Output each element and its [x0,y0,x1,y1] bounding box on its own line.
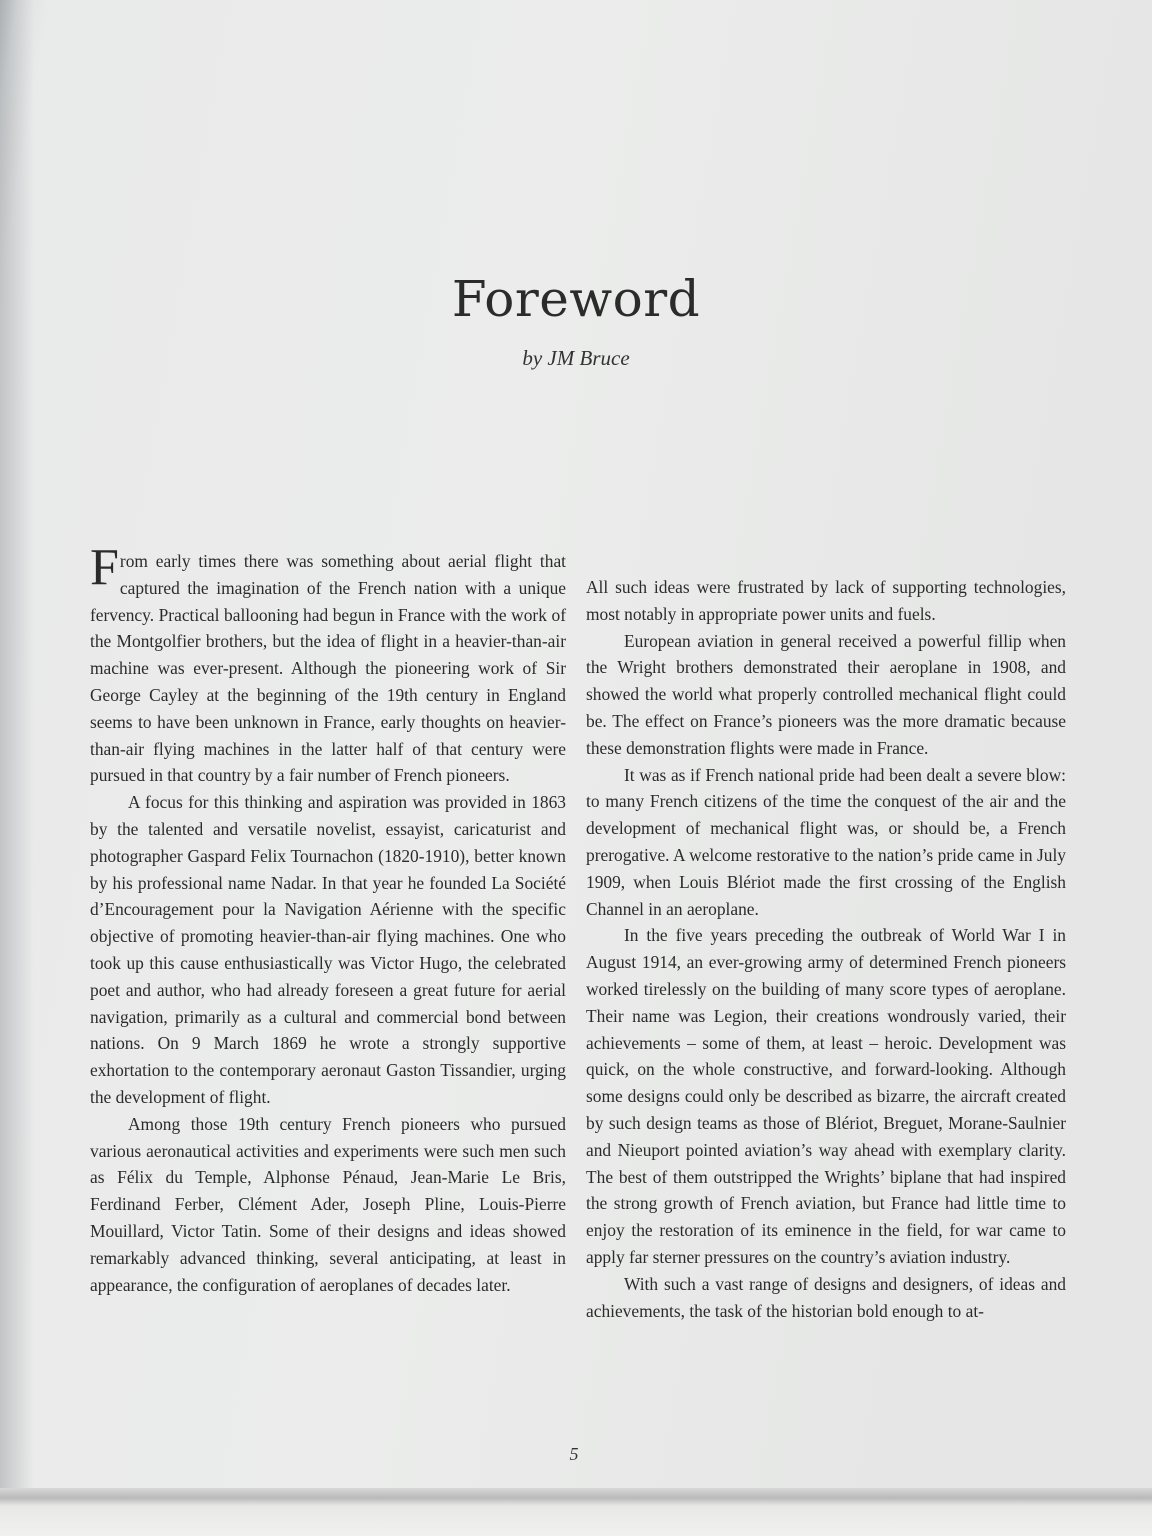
author-byline: by JM Bruce [522,346,630,370]
paragraph-7: In the five years preceding the outbreak of World War I in August 1914, an ever-growing army of determined French pioneers worked tirelessly on the building of many score types of aeroplane. Their name was Legion, their creations wondrously varied, their achievements – some of them, at least – heroic. Development was quick, on the whole constructive, and forward-looking. Although some designs could only be described as bizarre, the aircraft created by such design teams as those of Blériot, Breguet, Morane-Saulnier and Nieuport pointed aviation’s way ahead with exemplary clarity. The best of them outstripped the Wrights’ biplane that had inspired the strong growth of French aviation, but France had little time to enjoy the restoration of its eminence in the field, for war came to apply far sterner pressures on the country’s aviation industry. [586,925,1066,1267]
page-number: 5 [569,1444,579,1464]
paragraph-2: A focus for this thinking and aspiration was provided in 1863 by the talented and versatile novelist, essayist, caricaturist and photographer Gaspard Felix Tournachon (1820-1910), better known by his professional name Nadar. In that year he founded La Société d’Encouragement pour la Navigation Aérienne with the specific objective of promoting heavier-than-air flying machines. One who took up this cause enthusiastically was Victor Hugo, the celebrated poet and author, who had already foreseen a great future for aerial navigation, primarily as a cultural and commercial bond between nations. On 9 March 1869 he wrote a strongly supportive exhortation to the contemporary aeronaut Gaston Tissandier, urging the development of flight. [90,792,566,1107]
paragraph-5: European aviation in general received a powerful fillip when the Wright brothers demonstrated their aeroplane in 1908, and showed the world what properly controlled mechanical flight could be. The effect on France’s pioneers was the more dramatic because these demonstration flights were made in France. [586,630,1066,758]
paragraph-3: Among those 19th century French pioneers who pursued various aeronautical activities and experiments were such men such as Félix du Temple, Alphonse Pénaud, Jean-Marie Le Bris, Ferdinand Ferber, Clément Ader, Joseph Pline, Louis-Pierre Mouillard, Victor Tatin. Some of their designs and ideas showed remarkably advanced thinking, several anticipating, at least in appearance, the configuration of aeroplanes of decades later. [90,1113,566,1295]
left-text-column [90,539,566,1298]
paragraph-1-text: rom early times there was something about aerial flight that captured the imagination of the French nation with a unique fervency. Practical ballooning had begun in France with the work of the Montgolfier brothers, but the idea of flight in a heavier-than-air machine was ever-present. Although the pioneering work of Sir George Cayley at the beginning of the 19th century in England seems to have been unknown in France, early thoughts on heavier-than-air flying machines in the latter half of that century were pursued in that country by a fair number of French pioneers. [90,551,566,786]
page-title: Foreword [451,270,701,328]
paragraph-6: It was as if French national pride had been dealt a severe blow: to many French citizens of the time the conquest of the air and the development of mechanical flight was, or should be, a French prerogative. A welcome restorative to the nation’s pride came in July 1909, when Louis Blériot made the first crossing of the English Channel in an aeroplane. [586,764,1066,919]
paragraph-4: All such ideas were frustrated by lack of supporting technologies, most notably in appropriate power units and fuels. [586,577,1066,624]
paragraph-8: With such a vast range of designs and designers, of ideas and achievements, the task of the historian bold enough to at- [586,1273,1066,1321]
page-gutter-shadow [0,0,34,1536]
right-text-column [586,574,1066,1324]
page-bottom-edge [0,1488,1152,1536]
paragraph-1 [90,539,566,789]
drop-cap: F [90,539,119,596]
